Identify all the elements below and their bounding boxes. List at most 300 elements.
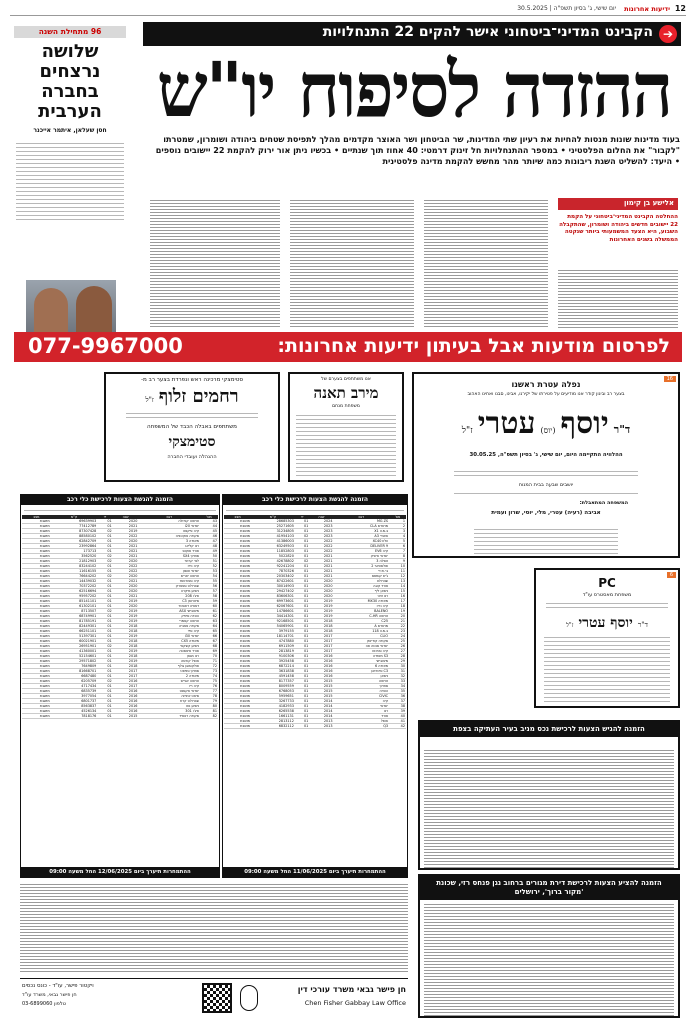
qr-code-icon [202,983,232,1013]
table-cell: 2018 [113,639,139,644]
table-cell: מושבת [224,539,251,544]
table-cell: מרצדס A [334,624,390,629]
table-cell: מושבת [224,679,251,684]
table-cell: מושבת [224,579,251,584]
table-cell: 21812903 [51,559,98,564]
table-cell: 28 [389,654,406,659]
table-cell: 01 [97,599,112,604]
table-cell: 62067601 [251,604,295,609]
table-cell: רנו קליאו [138,544,200,549]
table-cell: מושבת [22,669,51,674]
table-cell: 2018 [113,629,139,634]
table-cell: 52154601 [51,654,98,659]
table-cell: 19 [389,609,406,614]
table-right-footer: ההתמחרות תיערך ביום 11/06/2025 החל משעה 09:00 [223,867,407,877]
table-cell: טויוטה C-HR [334,614,390,619]
zloof-suffix: ז"ל [145,396,154,404]
table-cell: מושבת [224,529,251,534]
article-column-3 [290,198,414,328]
table-cell: 2019 [113,619,139,624]
table-cell: 63249503 [251,544,295,549]
table-cell: 14 [389,584,406,589]
table-cell: 3631838 [251,669,295,674]
table-cell: 69 [200,649,218,654]
table-cell: 4747880 [251,639,295,644]
table-cell: 51 [200,559,218,564]
table-cell: 2020 [309,594,333,599]
table-cell: מיצובישי [334,659,390,664]
table-cell: מושבת [22,619,51,624]
table-cell: 26 [389,644,406,649]
table-cell: 20303402 [251,574,295,579]
table-cell: 01 [97,539,112,544]
table-cell: 13 [389,579,406,584]
table-cell: 25271605 [251,524,295,529]
table-cell: 2018 [113,624,139,629]
table-cell: 01 [295,704,309,709]
table-cell: 2019 [309,604,333,609]
table-cell: 2020 [309,579,333,584]
table-cell: מושבת [22,674,51,679]
table-cell: 2020 [113,574,139,579]
sidebar-byline: חסן שעלאן, איתמר אייכנר [33,127,107,134]
table-cell: C3 סיטרואן [334,669,390,674]
table-cell: מאזדה 2 [138,674,200,679]
table-cell: 2019 [113,609,139,614]
notice-name: יוסף [560,406,609,441]
table-cell: מושבת [224,564,251,569]
table-cell: 2021 [309,554,333,559]
table-cell: 01 [295,569,309,574]
table-cell: 2019 [309,599,333,604]
table-cell: 35 [389,689,406,694]
table-cell: 23 [389,629,406,634]
table-cell: 92168501 [251,619,295,624]
table-cell: 36 [389,694,406,699]
table-cell: קיה [334,699,390,704]
table-cell: מושבת [22,579,51,584]
main-headline: ההזדה לסיפוח יו"ש [156,44,672,135]
table-cell: מושבת [22,634,51,639]
table-cell: 75 [200,679,218,684]
table-left-footer: ההתמחרות תיערך ביום 12/06/2025 החל משעה 09:00 [21,867,219,877]
table-cell: 01 [97,534,112,539]
table-cell: 2022 [113,569,139,574]
table-cell: ניסאן מיקרה [138,589,200,594]
table-cell: 01 [295,694,309,699]
table-cell: מושבת [22,694,51,699]
table-cell: 01 [97,654,112,659]
table-cell: 64 [200,624,218,629]
table-cell: מושבת [22,714,51,719]
mirav-text [296,412,396,476]
pc-intro [546,600,668,610]
table-cell: 74 [200,674,218,679]
table-cell: 01 [295,609,309,614]
table-cell: 2016 [113,704,139,709]
table-cell: מושבת [224,634,251,639]
table-cell: 34414301 [251,614,295,619]
table-cell: 01 [295,579,309,584]
table-cell: 6911509 [251,644,295,649]
table-cell: סיטרואן C3 [138,599,200,604]
table-cell: 3925458 [251,659,295,664]
table-cell: 01 [295,599,309,604]
table-cell: מושבת [224,694,251,699]
table-cell: 10 [389,564,406,569]
table-cell: טויוטה קורולה [138,519,200,524]
table-cell: מושבת [224,674,251,679]
table-cell: 2016 [309,654,333,659]
pc-title: ד"ר [637,621,648,629]
table-cell: 2021 [309,559,333,564]
table-cell: 2014 [309,699,333,704]
table-cell: 01 [295,584,309,589]
table-cell: מושבת [224,599,251,604]
table-cell: 72 [200,664,218,669]
zloof-org: סטימצקי מרכינה ראש ונפרדת בצער רב מ- [141,377,243,383]
table-cell: 29571802 [51,659,98,664]
table-cell: פולקסווגן גולף [138,664,200,669]
table-cell: 01 [97,634,112,639]
table-cell: 01 [97,569,112,574]
law-office-trustee: ויקטור פישר, עו"ד - כונס נכסים [22,983,94,989]
table-cell: 02 [295,559,309,564]
table-cell: 78 [200,694,218,699]
table-cell: 2023 [309,524,333,529]
table-cell: מושבת [224,629,251,634]
table-cell: קיה סורנטו [334,649,390,654]
table-cell: פורד פיאסטה [138,649,200,654]
table-cell: מושבת [224,684,251,689]
zloof-text [126,410,258,420]
table-cell: 01 [295,644,309,649]
table-cell: 6265538 [251,709,295,714]
table-cell: 2018 [309,629,333,634]
table-cell: 2017 [113,669,139,674]
table-cell: מושבת [224,639,251,644]
table-cell: מושבת [22,549,51,554]
table-cell: 81 [200,709,218,714]
law-office-contact: חן פישר גבאי, משרד עו"ד [22,992,77,998]
table-cell: 62516694 [51,589,98,594]
table-cell: שברולט קרוז [138,699,200,704]
table-cell: 8563837 [51,704,98,709]
table-cell: 2018 [113,654,139,659]
table-cell: 01 [295,679,309,684]
table-cell: מיצובישי ASX [138,609,200,614]
lead-continued [558,268,678,328]
table-cell: טויוטה קאמרי [138,619,200,624]
table-cell: 70372202 [51,584,98,589]
table-cell: 01 [97,684,112,689]
sidebar-badge: 96 מתחילת השנה [14,26,126,38]
table-cell: MG ZS [334,519,390,524]
table-cell: 02 [97,574,112,579]
table-cell: 01 [97,564,112,569]
table-cell: 80 [200,704,218,709]
sidebar-story [14,26,126,314]
table-cell: 49 [200,549,218,554]
table-cell: מושבת [22,629,51,634]
table-cell: קיה EV6 [334,549,390,554]
table-cell: מושבת [22,529,51,534]
table-cell: מושבת [22,709,51,714]
table-cell: מאזדה 6 [334,664,390,669]
table-cell: 27 [389,649,406,654]
table-cell: 73 [200,669,218,674]
table-cell: מושבת [22,574,51,579]
table-cell: 2020 [113,584,139,589]
table-cell: 2015 [113,714,139,719]
table-cell: 01 [97,659,112,664]
table-cell: 5959651 [251,694,295,699]
article-column-2 [424,198,548,328]
table-cell: שברולט ספארק [138,584,200,589]
right-ad-1-text [424,748,674,868]
table-cell: 62842709 [51,539,98,544]
table-cell: 2021 [309,569,333,574]
table-cell: 52 [200,564,218,569]
table-cell: מושבת [22,544,51,549]
table-cell: 2023 [309,529,333,534]
article-column-4 [150,198,280,328]
table-cell: 51397301 [51,634,98,639]
table-cell: 2016 [309,659,333,664]
zloof-brand-sub: ההנהלה ועובדי החברה [167,454,217,460]
table-cell: Q3 [334,724,390,729]
table-cell: 48 [200,544,218,549]
table-cell: 2019 [113,599,139,604]
table-cell: 82 [200,714,218,719]
table-cell: מושבת [224,699,251,704]
table-cell: מושבת [22,584,51,589]
table-cell: 14439032 [51,579,98,584]
table-cell: 2016 [113,694,139,699]
table-cell: מושבת [224,709,251,714]
table-cell: 4591458 [251,674,295,679]
table-cell: 2014 [309,704,333,709]
sidebar-body-text [16,140,124,220]
table-cell: 01 [97,619,112,624]
table-cell: 01 [295,604,309,609]
table-cell: 01 [97,704,112,709]
table-cell: 6801737 [51,699,98,704]
table-cell: מושבת [22,554,51,559]
table-cell: 20 [389,614,406,619]
table-cell: 01 [295,639,309,644]
zloof-name: רחמים זלוף [158,386,239,407]
table-cell: 41954103 [251,534,295,539]
table-cell: 6768053 [251,689,295,694]
table-cell: 2016 [113,709,139,714]
table-cell: 2021 [113,594,139,599]
table-cell: 2017 [309,639,333,644]
table-cell: 42678802 [251,559,295,564]
table-cell: 2016 [113,699,139,704]
table-cell: 28685303 [251,519,295,524]
table-cell: אאודי A3 [334,534,390,539]
zloof-brand: סטימצקי [168,434,216,450]
table-cell: 8 [389,554,406,559]
table-cell: 40 [389,714,406,719]
table-header-cell: מס' [389,515,406,519]
table-cell: 87307428 [51,529,98,534]
table-cell: 2017 [309,644,333,649]
table-cell: מושבת [224,619,251,624]
table-cell: 2021 [309,574,333,579]
table-cell: ניסאן ליף [334,589,390,594]
table-cell: 01 [295,664,309,669]
table-header-cell: דגם [334,515,390,519]
table-cell: 41386003 [251,539,295,544]
law-office-logo-icon [240,985,258,1011]
table-cell: 25 [389,639,406,644]
table-cell: 2021 [309,564,333,569]
table-cell: 45 [200,529,218,534]
date-line: יום שישי, ג' בסיון תשפ"ה | 30.5.2025 [517,5,616,12]
table-cell: 1 [389,519,406,524]
table-cell: 01 [97,519,112,524]
table-header-cell: שנה [309,515,333,519]
table-cell: קיה נירו [334,604,390,609]
table-cell: 2013 [309,719,333,724]
table-cell: 87422601 [251,579,295,584]
table-cell: BALENO [334,609,390,614]
table-cell: 31234805 [251,529,295,534]
table-cell: סקודה אוקטביה [138,534,200,539]
table-cell: 54065901 [251,624,295,629]
mirav-sub: משפחת מנחם [332,404,360,409]
table-cell: 4182933 [251,704,295,709]
table-cell: 68 [200,644,218,649]
table-cell: 11616155 [51,569,98,574]
table-cell: שברולט [334,579,390,584]
table-cell: 62 [200,614,218,619]
table-cell: 85141101 [51,599,98,604]
byline-bar [558,198,678,210]
table-cell: מושבת [22,589,51,594]
table-cell: 01 [97,544,112,549]
kicker-text: הקבינט המדיני־ביטחוני אישר להקים 22 התנחלויות [322,24,653,40]
table-cell: פולסטאר 2 [334,564,390,569]
table-cell: 61302101 [51,604,98,609]
table-cell: 9 [389,559,406,564]
table-left-title: הזמנה להגשת הצעות לרכישת כלי רכב [21,495,219,505]
table-cell: מושבת [22,679,51,684]
table-cell: מושבת [224,614,251,619]
table-cell: 01 [97,669,112,674]
table-row [22,714,218,719]
table-cell: יונדאי i30 [138,634,200,639]
table-cell: 01 [97,674,112,679]
table-cell: 9100306 [251,654,295,659]
table-cell: פיג'ו 301 [138,709,200,714]
table-cell: דאציה דאסטר [138,604,200,609]
subhead: בעוד מדינות שונות מנסות להחיות את רעיון שתי המדינות, שר הביטחון ושר האוצר מקדמים מהלך לתפיסת שטחים ביהודה ושומרון, שמטרתו "לקבור" את החלום הפלסטיני • במספר ההתנחלויות חל זינוק דרמטי: 40 אחוז תוך שנתיים • בכשיו ניתן אור ירוק להקמת 22 יישובים נוספים • היעד: להשליט השגת ריבונות כמה שיותר מהר מחשש להקמת מדינה פלסטינית [155,134,680,166]
pc-logo: PC [598,576,616,590]
table-cell: מושבת [224,519,251,524]
table-cell: 11 [389,569,406,574]
table-cell: 2021 [113,524,139,529]
table-cell: 4526134 [51,709,98,714]
table-cell: 01 [295,524,309,529]
table-cell: 2019 [309,614,333,619]
table-cell: 2016 [113,679,139,684]
table-cell: 65 [200,629,218,634]
notice-shiva: יושבים שבעה בבית המנוח [518,482,574,488]
table-cell: 2019 [113,634,139,639]
table-cell: קיה סיד [138,629,200,634]
table-cell: מושבת [224,654,251,659]
table-cell: 01 [97,664,112,669]
table-cell: לנד קרוזר [138,559,200,564]
table-cell: 01 [295,614,309,619]
notice-zloof [104,372,280,482]
table-cell: 2013 [309,724,333,729]
table-cell: 2022 [309,549,333,554]
table-cell: 01 [295,659,309,664]
table-cell: 2014 [309,709,333,714]
table-cell: מושבת [224,644,251,649]
table-cell: יונדאי i20 [138,524,200,529]
table-cell: 70 [200,654,218,659]
table-cell: מושבת [22,524,51,529]
table-cell: רנו [334,709,390,714]
table-cell: 01 [295,539,309,544]
table-cell: 2019 [113,649,139,654]
table-cell: מאזדה MX30 [334,599,390,604]
table-cell: מושבת [22,639,51,644]
table-cell: מושבת [22,684,51,689]
right-ad-2-text [424,902,674,1016]
table-cell: 8009559 [251,684,295,689]
notice-name-row [414,406,678,446]
table-cell: 33 [389,679,406,684]
table-header-cell: מצב [224,515,251,519]
table-cell: 14786601 [251,609,295,614]
table-cell: יונדאי [334,704,390,709]
table-cell: 22 [389,624,406,629]
table-cell: מושבת [22,624,51,629]
table-cell: 38 [389,704,406,709]
right-ad-2 [418,874,680,1018]
table-cell: 8177357 [251,679,295,684]
table-cell: 30014903 [251,584,295,589]
table-cell: S3 מאזדה [334,654,390,659]
table-cell: 39 [389,709,406,714]
table-header-cell: ק"מ [251,515,295,519]
table-cell: 2019 [113,614,139,619]
table-cell: 2813819 [251,649,295,654]
table-cell: 02 [97,559,112,564]
table-cell: 2018 [309,619,333,624]
table-cell: סקודה קודיאק [334,639,390,644]
table-cell: 01 [97,589,112,594]
table-left-section [20,494,220,878]
table-cell: 3 [389,529,406,534]
sidebar-title: שלושה נרצחים בחברה הערבית [38,41,102,122]
page-number: 12 [674,4,686,13]
table-cell: מושבת [224,559,251,564]
table-cell: 2021 [113,544,139,549]
notice-family-label: המשפחה המתאבלת: [579,500,628,506]
table-cell: 95957202 [51,594,98,599]
pc-text [544,634,670,704]
table-cell: 60021901 [51,639,98,644]
notice-funeral: ההלוויה התקיימה היום, יום שישי, ג' בסיון תשפ"ה, 30.05.25 [469,452,623,458]
table-cell: 01 [295,544,309,549]
